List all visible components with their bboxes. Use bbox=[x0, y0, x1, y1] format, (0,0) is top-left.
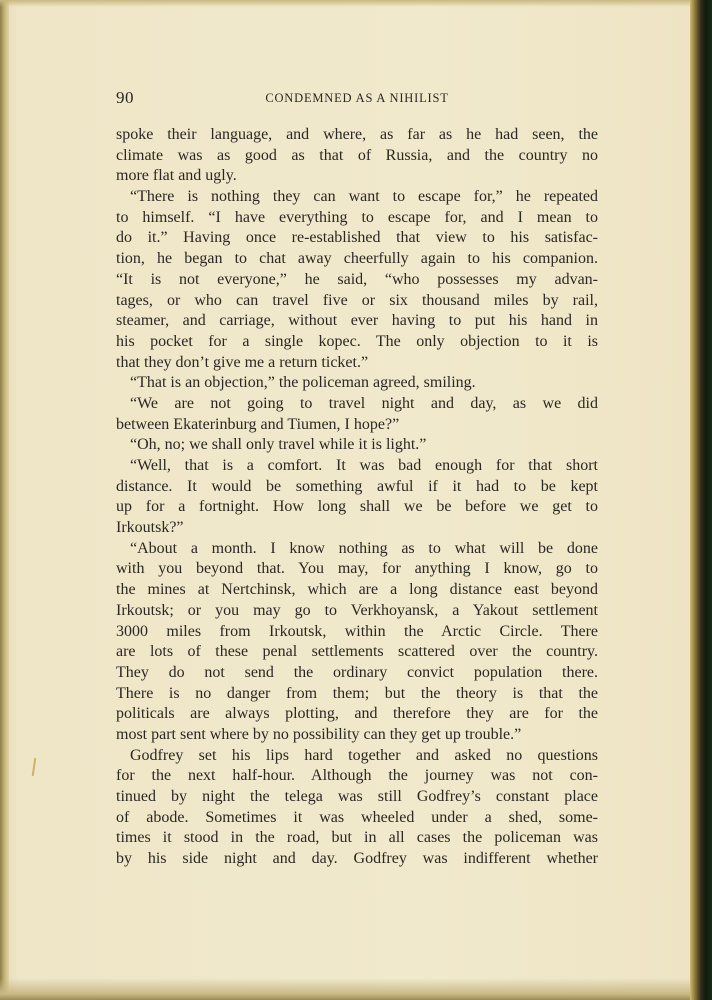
running-head: CONDEMNED AS A NIHILIST bbox=[265, 91, 449, 105]
page-top-shadow bbox=[0, 0, 690, 7]
text-line: to himself. “I have everything to escape for, and I mean to bbox=[116, 208, 598, 226]
text-line: spoke their language, and where, as far as he had seen, the bbox=[116, 126, 598, 143]
text-line: more flat and ugly. bbox=[116, 167, 237, 185]
text-line: by his side night and day. Godfrey was indifferent whether bbox=[116, 850, 598, 868]
text-line: are lots of these penal settlements scattered over the country. bbox=[116, 643, 598, 661]
book-spine bbox=[690, 0, 712, 1000]
text-line: “There is nothing they can want to escape for,” he repeated bbox=[130, 188, 598, 206]
text-line: “That is an objection,” the policeman agreed, smiling. bbox=[130, 374, 476, 392]
text-line: 3000 miles from Irkoutsk, within the Arctic Circle. There bbox=[116, 622, 598, 640]
text-line: tion, he began to chat away cheerfully again to his companion. bbox=[116, 250, 598, 268]
text-line: steamer, and carriage, without ever having to put his hand in bbox=[116, 312, 598, 330]
text-line: his pocket for a single kopec. The only objection to it is bbox=[116, 332, 598, 350]
text-line: that they don’t give me a return ticket.” bbox=[116, 353, 369, 371]
text-line: tages, or who can travel five or six thousand miles by rail, bbox=[116, 291, 598, 309]
page-bottom-shadow bbox=[0, 978, 690, 1000]
text-line: “About a month. I know nothing as to what will be done bbox=[130, 539, 598, 557]
text-line: They do not send the ordinary convict population there. bbox=[116, 663, 598, 681]
text-line: for the next half-hour. Although the journey was not con- bbox=[116, 767, 598, 785]
text-line: climate was as good as that of Russia, and the country no bbox=[116, 146, 598, 164]
text-line: up for a fortnight. How long shall we be before we get to bbox=[116, 498, 598, 516]
page-left-edge bbox=[0, 0, 9, 1000]
page-header bbox=[116, 88, 598, 110]
text-line: between Ekaterinburg and Tiumen, I hope?” bbox=[116, 415, 400, 433]
text-line: “We are not going to travel night and day, as we did bbox=[130, 394, 598, 412]
text-line: “Well, that is a comfort. It was bad enough for that short bbox=[130, 457, 598, 474]
text-line: of abode. Sometimes it was wheeled under a shed, some- bbox=[116, 808, 598, 826]
text-line: times it stood in the road, but in all cases the policeman was bbox=[116, 829, 598, 847]
text-line: politicals are always plotting, and therefore they are for the bbox=[116, 705, 598, 723]
text-line: Irkoutsk?” bbox=[116, 519, 184, 537]
margin-mark bbox=[32, 758, 36, 776]
text-line: Godfrey set his lips hard together and asked no questions bbox=[130, 746, 598, 764]
text-line: most part sent where by no possibility can they get up trouble.” bbox=[116, 725, 522, 743]
text-line: “Oh, no; we shall only travel while it is light.” bbox=[130, 436, 427, 454]
text-line: distance. It would be something awful if it had to be kept bbox=[116, 477, 598, 495]
page-number: 90 bbox=[116, 88, 134, 107]
text-line: tinued by night the telega was still Godfrey’s constant place bbox=[116, 788, 598, 805]
text-line: “It is not everyone,” he said, “who possesses my advan- bbox=[116, 270, 598, 288]
text-line: There is no danger from them; but the theory is that the bbox=[116, 684, 598, 702]
body-text bbox=[116, 125, 598, 870]
text-line: the mines at Nertchinsk, which are a long distance east beyond bbox=[116, 581, 598, 599]
text-line: do it.” Having once re-established that view to his satisfac- bbox=[116, 229, 598, 247]
text-line: with you beyond that. You may, for anything I know, go to bbox=[116, 560, 598, 578]
text-line: Irkoutsk; or you may go to Verkhoyansk, a Yakout settlement bbox=[116, 601, 598, 619]
